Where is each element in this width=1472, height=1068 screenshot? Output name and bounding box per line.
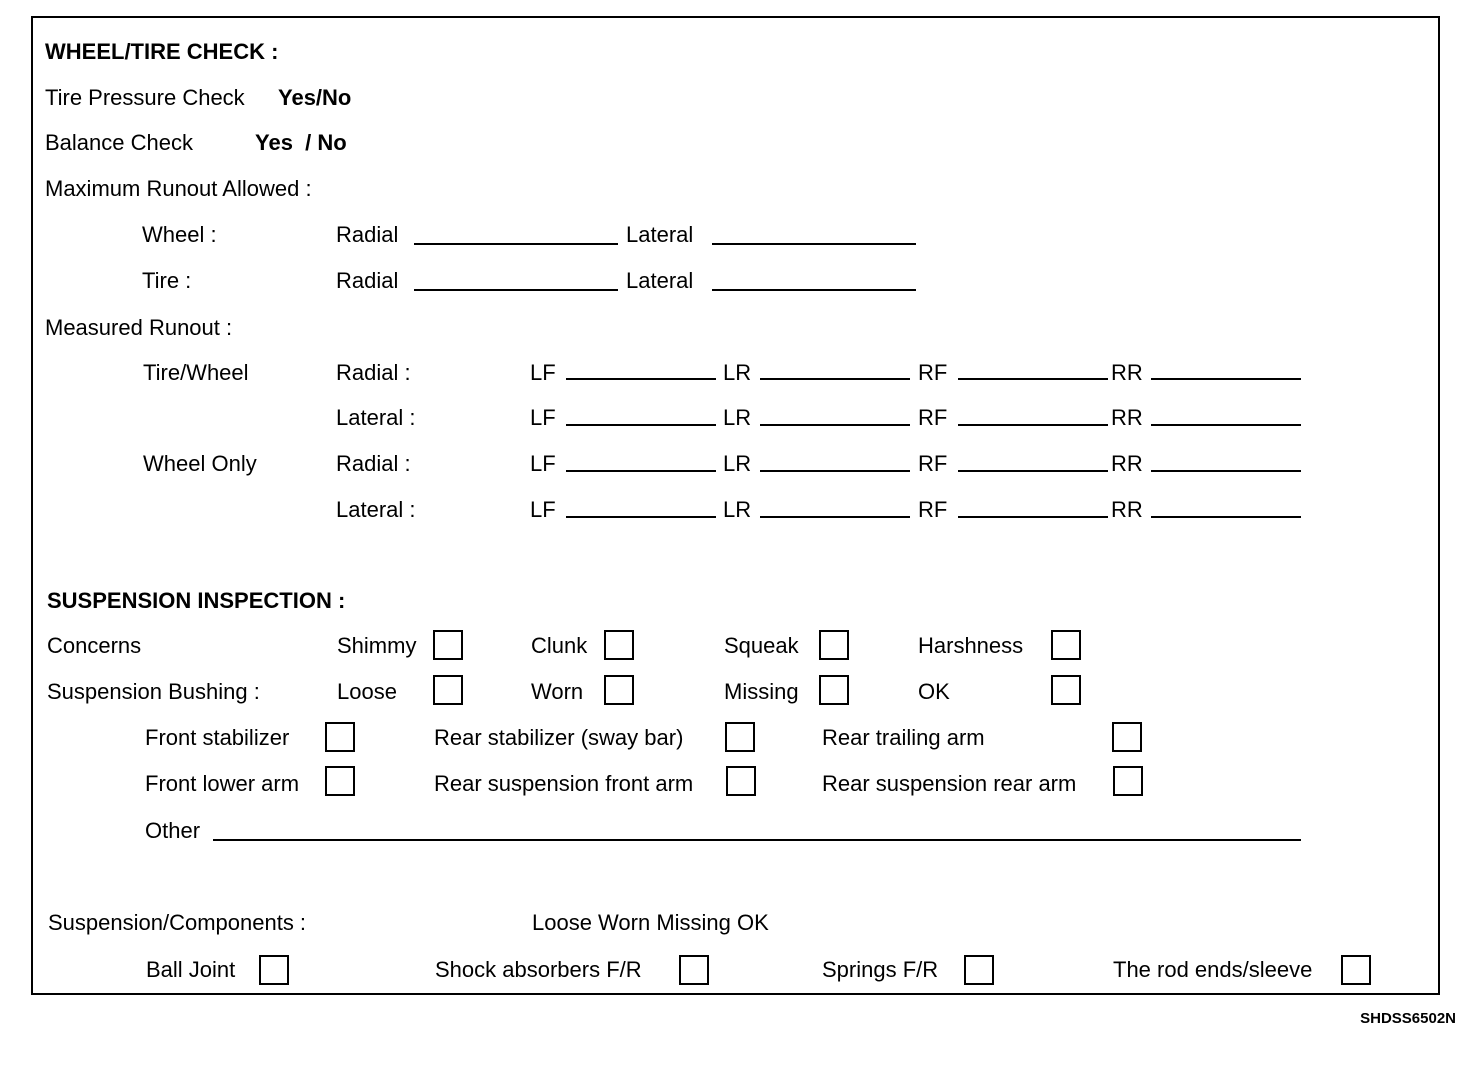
position-lr-label: LR xyxy=(723,497,752,522)
max-runout-label: Maximum Runout Allowed : xyxy=(45,176,312,201)
allowed-wheel-radial-field[interactable] xyxy=(414,243,618,245)
springs-checkbox[interactable] xyxy=(964,955,994,985)
wo-radial-rr-field[interactable] xyxy=(1151,470,1301,472)
wo-lateral-rr-field[interactable] xyxy=(1151,516,1301,518)
position-lr-label: LR xyxy=(723,360,752,385)
wo-radial-rf-field[interactable] xyxy=(958,470,1108,472)
rod-ends-label: The rod ends/sleeve xyxy=(1113,957,1313,982)
allowed-wheel-radial-label: Radial xyxy=(336,222,399,247)
concern-squeak-label: Squeak xyxy=(724,633,799,658)
tire-pressure-options[interactable]: Yes/No xyxy=(278,85,352,110)
ball-joint-checkbox[interactable] xyxy=(259,955,289,985)
bushing-ok-checkbox[interactable] xyxy=(1051,675,1081,705)
allowed-wheel-lateral-field[interactable] xyxy=(712,243,916,245)
bushing-label: Suspension Bushing : xyxy=(47,679,260,704)
concern-clunk-label: Clunk xyxy=(531,633,588,658)
other-field[interactable] xyxy=(213,839,1301,841)
concern-shimmy-checkbox[interactable] xyxy=(433,630,463,660)
rear-susp-rear-arm-checkbox[interactable] xyxy=(1113,766,1143,796)
allowed-tire-lateral-label: Lateral xyxy=(626,268,694,293)
bushing-worn-label: Worn xyxy=(531,679,584,704)
position-rf-label: RF xyxy=(918,497,948,522)
allowed-wheel-label: Wheel : xyxy=(142,222,217,247)
shock-absorbers-label: Shock absorbers F/R xyxy=(435,957,642,982)
position-lr-label: LR xyxy=(723,451,752,476)
tw-lateral-rr-field[interactable] xyxy=(1151,424,1301,426)
wo-radial-lr-field[interactable] xyxy=(760,470,910,472)
concern-harshness-checkbox[interactable] xyxy=(1051,630,1081,660)
allowed-tire-radial-label: Radial xyxy=(336,268,399,293)
position-lf-label: LF xyxy=(530,451,556,476)
allowed-tire-radial-field[interactable] xyxy=(414,289,618,291)
bushing-loose-checkbox[interactable] xyxy=(433,675,463,705)
balance-check-label: Balance Check xyxy=(45,130,193,155)
components-label: Suspension/Components : xyxy=(48,910,307,935)
rod-ends-checkbox[interactable] xyxy=(1341,955,1371,985)
rear-trailing-arm-checkbox[interactable] xyxy=(1112,722,1142,752)
position-rr-label: RR xyxy=(1111,405,1143,430)
suspension-heading: SUSPENSION INSPECTION : xyxy=(47,588,346,613)
balance-check-options[interactable]: Yes / No xyxy=(255,130,347,155)
position-rf-label: RF xyxy=(918,360,948,385)
position-rr-label: RR xyxy=(1111,360,1143,385)
concern-squeak-checkbox[interactable] xyxy=(819,630,849,660)
rear-susp-rear-arm-label: Rear suspension rear arm xyxy=(822,771,1077,796)
wheel-only-label: Wheel Only xyxy=(143,451,257,476)
bushing-ok-label: OK xyxy=(918,679,950,704)
rear-trailing-arm-label: Rear trailing arm xyxy=(822,725,985,750)
bushing-loose-label: Loose xyxy=(337,679,397,704)
allowed-wheel-lateral-label: Lateral xyxy=(626,222,694,247)
measured-runout-label: Measured Runout : xyxy=(45,315,233,340)
tire-wheel-lateral-label: Lateral : xyxy=(336,405,416,430)
rear-stabilizer-label: Rear stabilizer (sway bar) xyxy=(434,725,684,750)
tire-pressure-label: Tire Pressure Check xyxy=(45,85,245,110)
bushing-missing-label: Missing xyxy=(724,679,799,704)
ball-joint-label: Ball Joint xyxy=(146,957,236,982)
wo-lateral-lr-field[interactable] xyxy=(760,516,910,518)
front-lower-arm-label: Front lower arm xyxy=(145,771,300,796)
figure-code: SHDSS6502N xyxy=(1360,1010,1456,1027)
position-lf-label: LF xyxy=(530,405,556,430)
front-stabilizer-label: Front stabilizer xyxy=(145,725,290,750)
wheel-tire-heading: WHEEL/TIRE CHECK : xyxy=(45,39,279,64)
position-lr-label: LR xyxy=(723,405,752,430)
tire-wheel-label: Tire/Wheel xyxy=(143,360,249,385)
position-rr-label: RR xyxy=(1111,451,1143,476)
position-rf-label: RF xyxy=(918,451,948,476)
allowed-tire-label: Tire : xyxy=(142,268,192,293)
rear-susp-front-arm-checkbox[interactable] xyxy=(726,766,756,796)
wheel-only-radial-label: Radial : xyxy=(336,451,411,476)
allowed-tire-lateral-field[interactable] xyxy=(712,289,916,291)
concern-harshness-label: Harshness xyxy=(918,633,1024,658)
concerns-label: Concerns xyxy=(47,633,142,658)
components-legend: Loose Worn Missing OK xyxy=(532,910,769,935)
concern-shimmy-label: Shimmy xyxy=(337,633,417,658)
front-stabilizer-checkbox[interactable] xyxy=(325,722,355,752)
tire-wheel-radial-label: Radial : xyxy=(336,360,411,385)
wo-lateral-rf-field[interactable] xyxy=(958,516,1108,518)
position-rf-label: RF xyxy=(918,405,948,430)
tw-lateral-lr-field[interactable] xyxy=(760,424,910,426)
springs-label: Springs F/R xyxy=(822,957,939,982)
tw-radial-lf-field[interactable] xyxy=(566,378,716,380)
rear-stabilizer-checkbox[interactable] xyxy=(725,722,755,752)
shock-absorbers-checkbox[interactable] xyxy=(679,955,709,985)
wo-lateral-lf-field[interactable] xyxy=(566,516,716,518)
tw-radial-rr-field[interactable] xyxy=(1151,378,1301,380)
other-label: Other xyxy=(145,818,201,843)
concern-clunk-checkbox[interactable] xyxy=(604,630,634,660)
position-lf-label: LF xyxy=(530,360,556,385)
tw-radial-rf-field[interactable] xyxy=(958,378,1108,380)
rear-susp-front-arm-label: Rear suspension front arm xyxy=(434,771,694,796)
bushing-worn-checkbox[interactable] xyxy=(604,675,634,705)
position-rr-label: RR xyxy=(1111,497,1143,522)
position-lf-label: LF xyxy=(530,497,556,522)
tw-radial-lr-field[interactable] xyxy=(760,378,910,380)
wheel-only-lateral-label: Lateral : xyxy=(336,497,416,522)
front-lower-arm-checkbox[interactable] xyxy=(325,766,355,796)
tw-lateral-lf-field[interactable] xyxy=(566,424,716,426)
bushing-missing-checkbox[interactable] xyxy=(819,675,849,705)
wo-radial-lf-field[interactable] xyxy=(566,470,716,472)
tw-lateral-rf-field[interactable] xyxy=(958,424,1108,426)
